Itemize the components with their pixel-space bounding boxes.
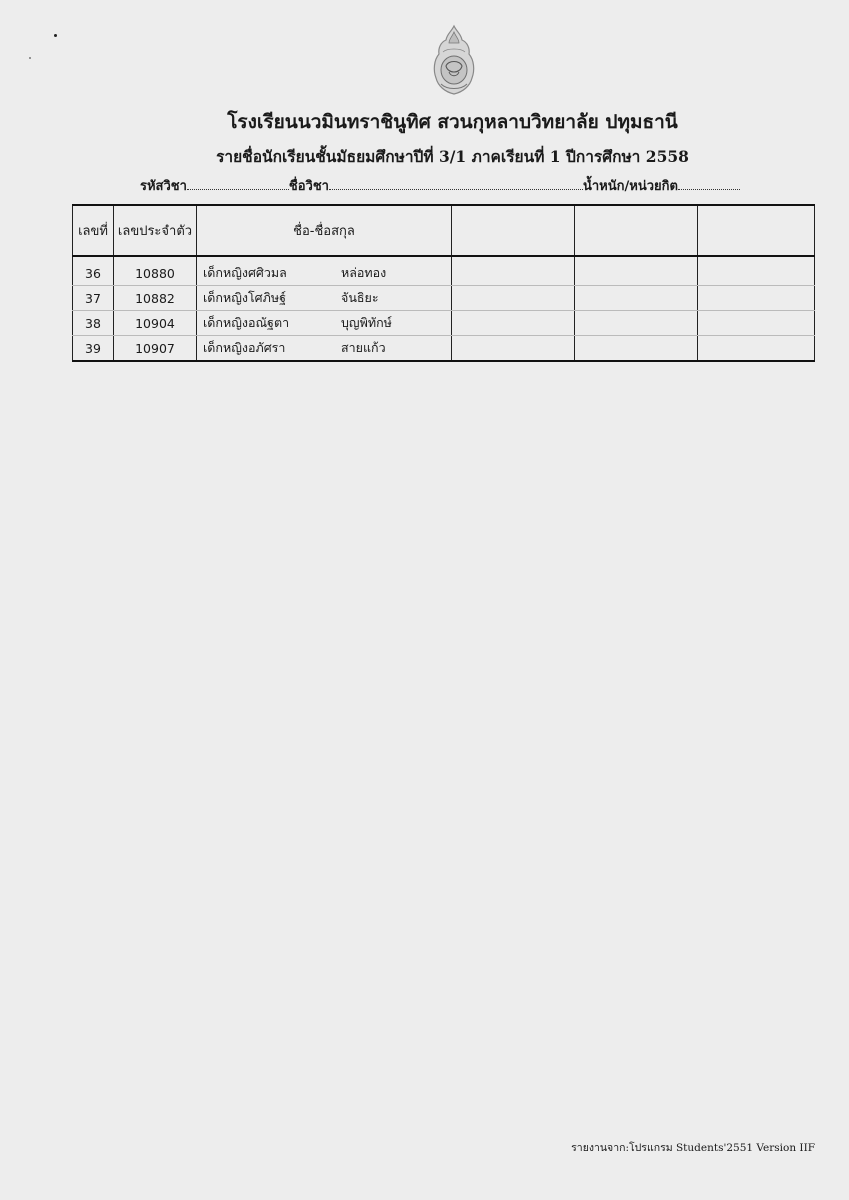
weight-label: น้ำหนัก/หน่วยกิต (582, 179, 678, 194)
subject-info-line (140, 175, 740, 196)
col-header-number: เลขที่ (73, 205, 114, 256)
row-blank-cell (452, 336, 575, 362)
row-blank-cell (698, 286, 815, 311)
table-row (73, 311, 815, 336)
row-blank-cell (452, 311, 575, 336)
subject-name-blank (329, 178, 583, 190)
subject-code-blank (187, 178, 289, 190)
col-header-blank-1 (452, 205, 575, 256)
table-header-row (73, 205, 815, 256)
col-header-name: ชื่อ-ชื่อสกุล (197, 205, 452, 256)
student-roster-table (72, 204, 815, 362)
row-first-name: เด็กหญิงอณัฐตา (203, 315, 290, 330)
table-row (73, 286, 815, 311)
table-row (73, 256, 815, 286)
col-header-blank-3 (698, 205, 815, 256)
weight-blank (678, 178, 740, 190)
row-number: 37 (73, 286, 114, 311)
row-last-name: จันธิยะ (341, 290, 379, 305)
row-blank-cell (575, 336, 698, 362)
row-first-name: เด็กหญิงศศิวมล (203, 265, 287, 280)
row-number: 38 (73, 311, 114, 336)
col-header-blank-2 (575, 205, 698, 256)
report-footer: รายงานจาก:โปรแกรม Students'2551 Version IIF (571, 1142, 815, 1154)
row-blank-cell (575, 256, 698, 286)
row-blank-cell (575, 286, 698, 311)
row-student-id: 10904 (114, 311, 197, 336)
row-last-name: สายแก้ว (341, 340, 386, 355)
row-blank-cell (452, 256, 575, 286)
subject-name-label: ชื่อวิชา (288, 179, 329, 194)
row-name (197, 311, 452, 336)
col-header-student-id: เลขประจำตัว (114, 205, 197, 256)
school-emblem-icon (429, 24, 479, 96)
row-blank-cell (575, 311, 698, 336)
row-blank-cell (452, 286, 575, 311)
row-name (197, 286, 452, 311)
school-name: โรงเรียนนวมินทราชินูทิศ สวนกุหลาบวิทยาลัย ปทุมธานี (227, 111, 678, 133)
row-last-name: หล่อทอง (341, 265, 387, 280)
subject-code-label: รหัสวิชา (140, 179, 187, 194)
row-student-id: 10880 (114, 256, 197, 286)
row-blank-cell (698, 336, 815, 362)
row-number: 36 (73, 256, 114, 286)
row-first-name: เด็กหญิงโศภิษฐ์ (203, 290, 286, 305)
row-name (197, 256, 452, 286)
scan-speck (29, 57, 31, 59)
scan-speck (54, 34, 57, 37)
row-blank-cell (698, 311, 815, 336)
class-subtitle: รายชื่อนักเรียนชั้นมัธยมศึกษาปีที่ 3/1 ภาคเรียนที่ 1 ปีการศึกษา 2558 (216, 147, 689, 166)
row-last-name: บุญพิทักษ์ (341, 315, 392, 330)
row-name (197, 336, 452, 362)
row-student-id: 10907 (114, 336, 197, 362)
row-student-id: 10882 (114, 286, 197, 311)
row-first-name: เด็กหญิงอภัศรา (203, 340, 286, 355)
row-number: 39 (73, 336, 114, 362)
row-blank-cell (698, 256, 815, 286)
table-row (73, 336, 815, 362)
